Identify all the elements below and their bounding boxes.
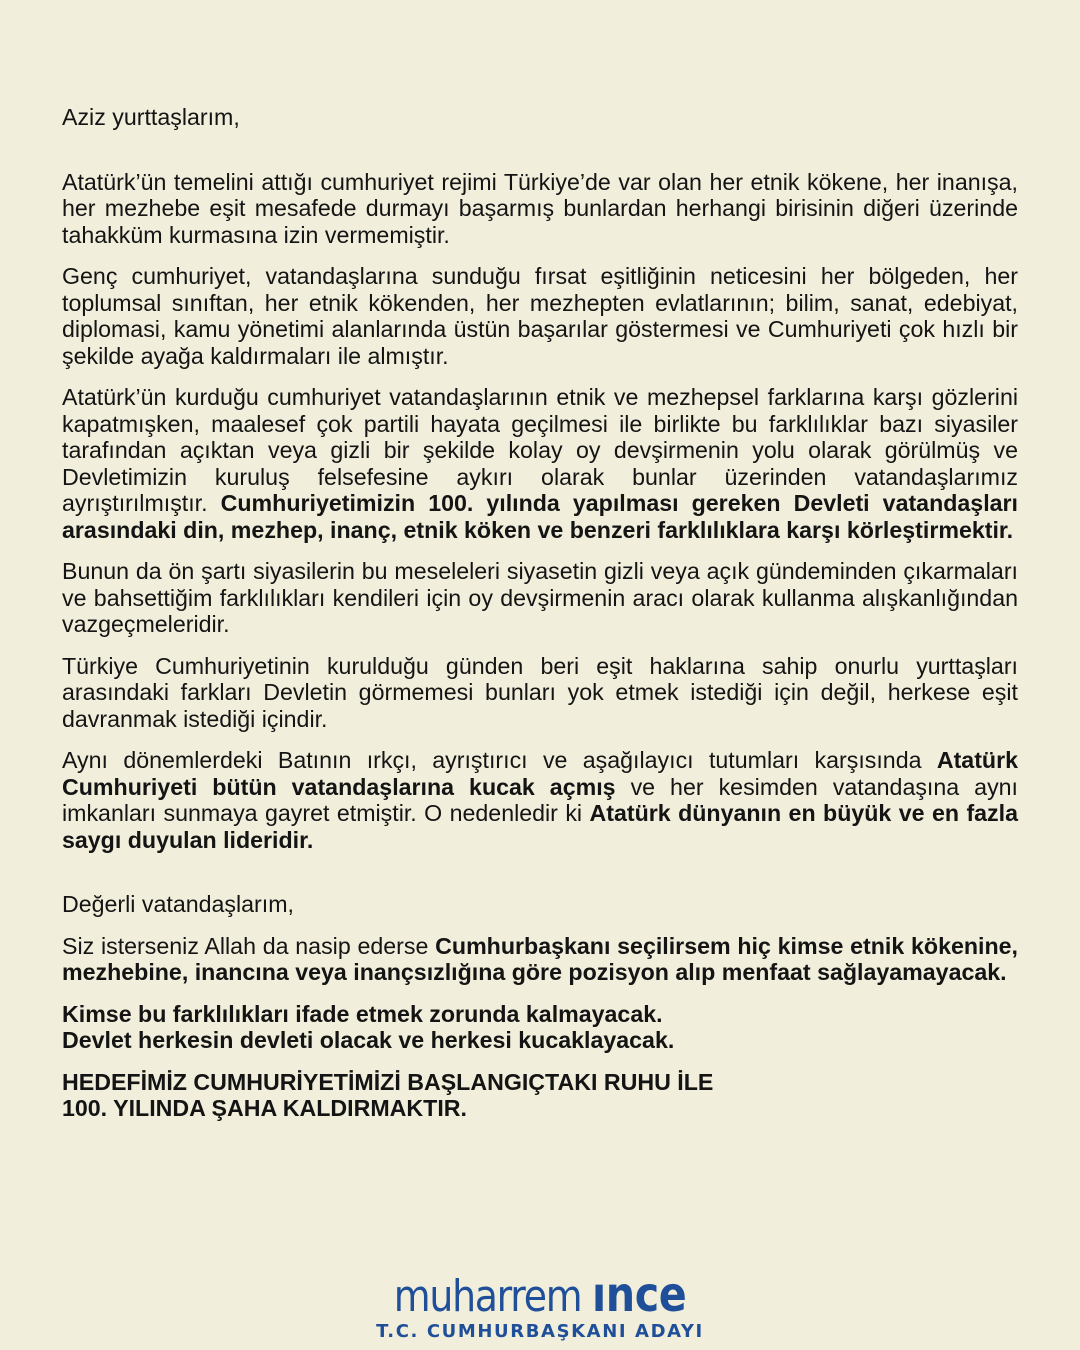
paragraph-6-text-1: Aynı dönemlerdeki Batının ırkçı, ayrıştırıcı ve aşağılayıcı tutumları karşısında bbox=[62, 747, 937, 773]
paragraph-7-text: Siz isterseniz Allah da nasip ederse bbox=[62, 932, 436, 959]
logo-last-name: ınce bbox=[591, 1267, 687, 1323]
logo-name bbox=[393, 1267, 687, 1323]
paragraph-7 bbox=[62, 933, 1018, 986]
paragraph-6 bbox=[62, 747, 1018, 853]
paragraph-8 bbox=[62, 1001, 1018, 1054]
paragraph-5: Türkiye Cumhuriyetinin kurulduğu günden beri eşit haklarına sahip onurlu yurttaşları arasındaki farkları Devletin görmemesi bunları yok etmek istediği için değil, herkese eşit davranmak istediği içindir. bbox=[62, 652, 1018, 732]
logo-first-name: muharrem bbox=[393, 1271, 592, 1322]
paragraph-3 bbox=[62, 384, 1018, 543]
paragraph-3-text: Atatürk’ün kurduğu cumhuriyet vatandaşlarının etnik ve mezhepsel farklarına karşı gözlerini kapatmışken, maalesef çok partili hayata geçilmesi ile birlikte bu farklılıklar bazı siyasiler tarafından açıktan veya gizli bir şekilde kolay oy devşirmenin yolu olarak görülmüş ve Devletimizin kuruluş felsefesine aykırı olarak bunlar üzerinden vatandaşlarımız ayrıştırılmıştır. bbox=[62, 384, 1018, 516]
paragraph-2: Genç cumhuriyet, vatandaşlarına sunduğu fırsat eşitliğinin neticesini her bölgeden, her toplumsal sınıftan, her etnik kökenden, her mezhepten evlatlarının; bilim, sanat, edebiyat, diplomasi, kamu yönetimi alanlarında üstün başarılar göstermesi ve Cumhuriyeti çok hızlı bir şekilde ayağa kaldırmaları ile almıştır. bbox=[62, 263, 1018, 369]
paragraph-6-bold-2: Atatürk dünyanın en büyük ve en fazla saygı duyulan lideridir. bbox=[62, 800, 1018, 853]
paragraph-6-bold-1: Atatürk Cumhuriyeti bütün vatandaşlarına kucak açmış bbox=[62, 747, 1018, 800]
greeting: Aziz yurttaşlarım, bbox=[62, 104, 240, 130]
paragraph-1: Atatürk’ün temelini attığı cumhuriyet rejimi Türkiye’de var olan her etnik kökene, her inanışa, her mezhebe eşit mesafede durmayı başarmış bunlardan herhangi birisinin diğeri üzerinde tahakküm kurmasına izin vermemiştir. bbox=[62, 168, 1018, 248]
logo-subtitle: T.C. CUMHURBAŞKANI ADAYI bbox=[376, 1321, 704, 1342]
paragraph-3-bold-text: Cumhuriyetimizin 100. yılında yapılması gereken Devleti vatandaşları arasındaki din, mezhep, inanç, etnik köken ve benzeri farklılıklara karşı körleştirmektir. bbox=[62, 490, 1019, 543]
paragraph-6-text-2: ve her kesimden vatandaşına aynı imkanları sunmaya gayret etmiştir. O nedenledir ki bbox=[62, 773, 1018, 826]
letter-body bbox=[62, 104, 1018, 1122]
closing-slogan-line-2: 100. YILINDA ŞAHA KALDIRMAKTIR. bbox=[62, 1095, 467, 1121]
paragraph-8-line-2: Devlet herkesin devleti olacak ve herkesi kucaklayacak. bbox=[62, 1027, 675, 1053]
greeting-2: Değerli vatandaşlarım, bbox=[62, 891, 294, 917]
closing-slogan bbox=[62, 1069, 1018, 1122]
paragraph-4: Bunun da ön şartı siyasilerin bu meseleleri siyasetin gizli veya açık gündeminden çıkarmaları ve bahsettiğim farklılıkları kendileri için oy devşirmenin aracı olarak kullanma alışkanlığından vazgeçmeleridir. bbox=[62, 558, 1018, 637]
candidate-logo bbox=[0, 1267, 1080, 1342]
paragraph-8-line-1: Kimse bu farklılıkları ifade etmek zorunda kalmayacak. bbox=[62, 1000, 663, 1027]
closing-slogan-line-1: HEDEFİMİZ CUMHURİYETİMİZİ BAŞLANGIÇTAKI RUHU İLE bbox=[62, 1068, 714, 1095]
paragraph-7-bold-text: Cumhurbaşkanı seçilirsem hiç kimse etnik kökenine, mezhebine, inancına veya inançsızlığına göre pozisyon alıp menfaat sağlayamayacak. bbox=[62, 932, 1018, 985]
